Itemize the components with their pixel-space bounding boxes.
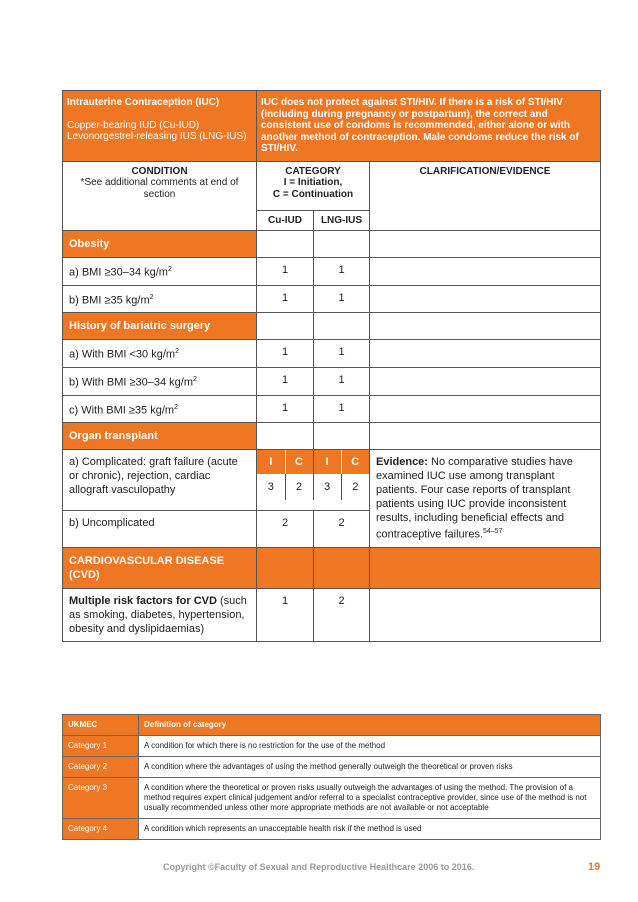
row-label — [63, 340, 257, 368]
cuiud-value: 1 — [257, 395, 314, 423]
row-label — [63, 367, 257, 395]
superscript: 2 — [175, 348, 179, 356]
legend-category-label: Category 3 — [63, 778, 139, 819]
legend-header-ukmec: UKMEC — [63, 715, 139, 736]
legend-category-label: Category 2 — [63, 757, 139, 778]
ic-head-i: I — [257, 450, 285, 474]
lngius-value: 2 — [314, 510, 370, 547]
row-label-text: b) BMI ≥35 kg/m — [69, 294, 150, 307]
row-label — [63, 588, 257, 641]
row-label-text: c) With BMI ≥35 kg/m — [69, 404, 175, 417]
row-label: b) Uncomplicated — [63, 510, 257, 547]
evidence-label: Evidence: — [376, 456, 428, 469]
table-row — [63, 367, 601, 395]
row-label-text: a) With BMI <30 kg/m — [69, 348, 176, 361]
superscript: 2 — [149, 293, 154, 301]
table-row — [63, 258, 601, 286]
cuiud-value: 1 — [257, 367, 314, 395]
row-label — [63, 258, 257, 286]
superscript: 2 — [174, 403, 178, 411]
row-label-bold: Multiple risk factors for CVD — [69, 594, 217, 607]
condition-header — [63, 161, 257, 231]
section-cvd: CARDIOVASCULAR DISEASE (CVD) — [63, 547, 257, 588]
row-label-text: b) With BMI ≥30–34 kg/m — [69, 376, 194, 389]
row-label-text: a) BMI ≥30–34 kg/m — [69, 266, 168, 279]
ic-cell — [257, 450, 370, 511]
lngius-value: 1 — [314, 395, 370, 423]
ic-head-i: I — [313, 450, 341, 474]
legend-header-definition: Definition of category — [139, 715, 601, 736]
ic-value: 3 — [257, 474, 285, 500]
table-row — [63, 450, 601, 511]
ic-head-c: C — [341, 450, 369, 474]
row-label — [63, 395, 257, 423]
section-row — [63, 231, 601, 258]
table-row — [63, 588, 601, 641]
legend-category-label: Category 1 — [63, 736, 139, 757]
legend-category-text: A condition where the theoretical or proven risks usually outweigh the advantages of using the method. The provision of a method requires expert clinical judgement and/or referral to a specialist contraceptive provider, since use of the method is not usually recommended unless other more appropriate methods are not available or not acceptable — [139, 778, 601, 819]
ic-value: 2 — [352, 481, 359, 494]
superscript: 2 — [167, 266, 172, 273]
category-label: CATEGORY — [285, 165, 341, 177]
ic-value: 3 — [313, 474, 341, 500]
category-header — [257, 161, 370, 210]
legend-row — [63, 736, 601, 757]
cuiud-value: 1 — [257, 258, 314, 286]
lngius-value: 1 — [314, 258, 370, 286]
page-number: 19 — [588, 861, 601, 873]
superscript: 2 — [193, 375, 197, 383]
evidence-text: No comparative studies have examined IUC use among transplant patients. Four case reports of transplant patients using IUC provide inconsistent results, including beneficial effects and contraceptive failures. — [376, 456, 573, 541]
section-row — [63, 547, 601, 588]
row-label-text: (such as smoking, diabetes, hypertension, obesity and dyslipidaemias) — [69, 594, 247, 635]
table-row — [63, 395, 601, 423]
legend-category-label: Category 4 — [63, 819, 139, 840]
condition-label: CONDITION — [131, 165, 188, 177]
clarification-header: CLARIFICATION/EVIDENCE — [370, 161, 601, 231]
evidence-refs: 54–57 — [483, 528, 503, 536]
ic-head-c: C — [285, 450, 313, 474]
copyright-footer: Copyright ©Faculty of Sexual and Reproductive Healthcare 2006 to 2016. — [163, 862, 475, 872]
col-lngius: LNG-IUS — [314, 210, 370, 231]
sti-warning: IUC does not protect against STI/HIV. If there is a risk of STI/HIV (including during pregnancy or postpartum), the correct and consistent use of condoms is recommended, either alone or with another method of contraception. Male condoms reduce the risk of STI/HIV. — [257, 91, 601, 162]
row-label — [63, 285, 257, 313]
method-sub1: Copper-bearing IUD (Cu-IUD) — [67, 119, 200, 131]
table-row — [63, 285, 601, 313]
lngius-value: 2 — [314, 588, 370, 641]
legend-row — [63, 757, 601, 778]
lngius-value: 1 — [314, 285, 370, 313]
ic-value: 2 — [285, 474, 313, 500]
legend-row — [63, 778, 601, 819]
section-organ-transplant: Organ transplant — [63, 423, 257, 450]
legend-row — [63, 819, 601, 840]
ic-subtable — [257, 450, 369, 500]
condition-note: *See additional comments at end of section — [80, 177, 239, 200]
method-title: Intrauterine Contraception (IUC) — [67, 97, 220, 108]
header-table — [62, 90, 601, 231]
lngius-value: 1 — [314, 367, 370, 395]
section-obesity: Obesity — [63, 231, 257, 258]
table-row — [63, 340, 601, 368]
cuiud-value: 1 — [257, 285, 314, 313]
col-cuiud: Cu-IUD — [257, 210, 314, 231]
row-label: a) Complicated: graft failure (acute or chronic), rejection, cardiac allograft vasculopathy — [63, 450, 257, 511]
lngius-value: 1 — [314, 340, 370, 368]
legend-table — [62, 714, 601, 840]
cuiud-value: 1 — [257, 588, 314, 641]
legend-category-text: A condition which represents an unacceptable health risk if the method is used — [139, 819, 601, 840]
conditions-table — [62, 230, 601, 642]
section-bariatric: History of bariatric surgery — [63, 313, 257, 340]
cuiud-value: 1 — [257, 340, 314, 368]
section-row — [63, 423, 601, 450]
evidence-cell — [370, 450, 601, 548]
legend-category-text: A condition for which there is no restriction for the use of the method — [139, 736, 601, 757]
method-sub2: Levonorgestrel-releasing IUS (LNG-IUS) — [67, 131, 247, 142]
category-line2: C = Continuation — [272, 188, 354, 200]
section-row — [63, 313, 601, 340]
category-line1: I = Initiation, — [283, 177, 343, 188]
legend-category-text: A condition where the advantages of using the method generally outweigh the theoretical or proven risks — [139, 757, 601, 778]
cuiud-value: 2 — [257, 510, 314, 547]
method-title-cell — [63, 91, 257, 162]
